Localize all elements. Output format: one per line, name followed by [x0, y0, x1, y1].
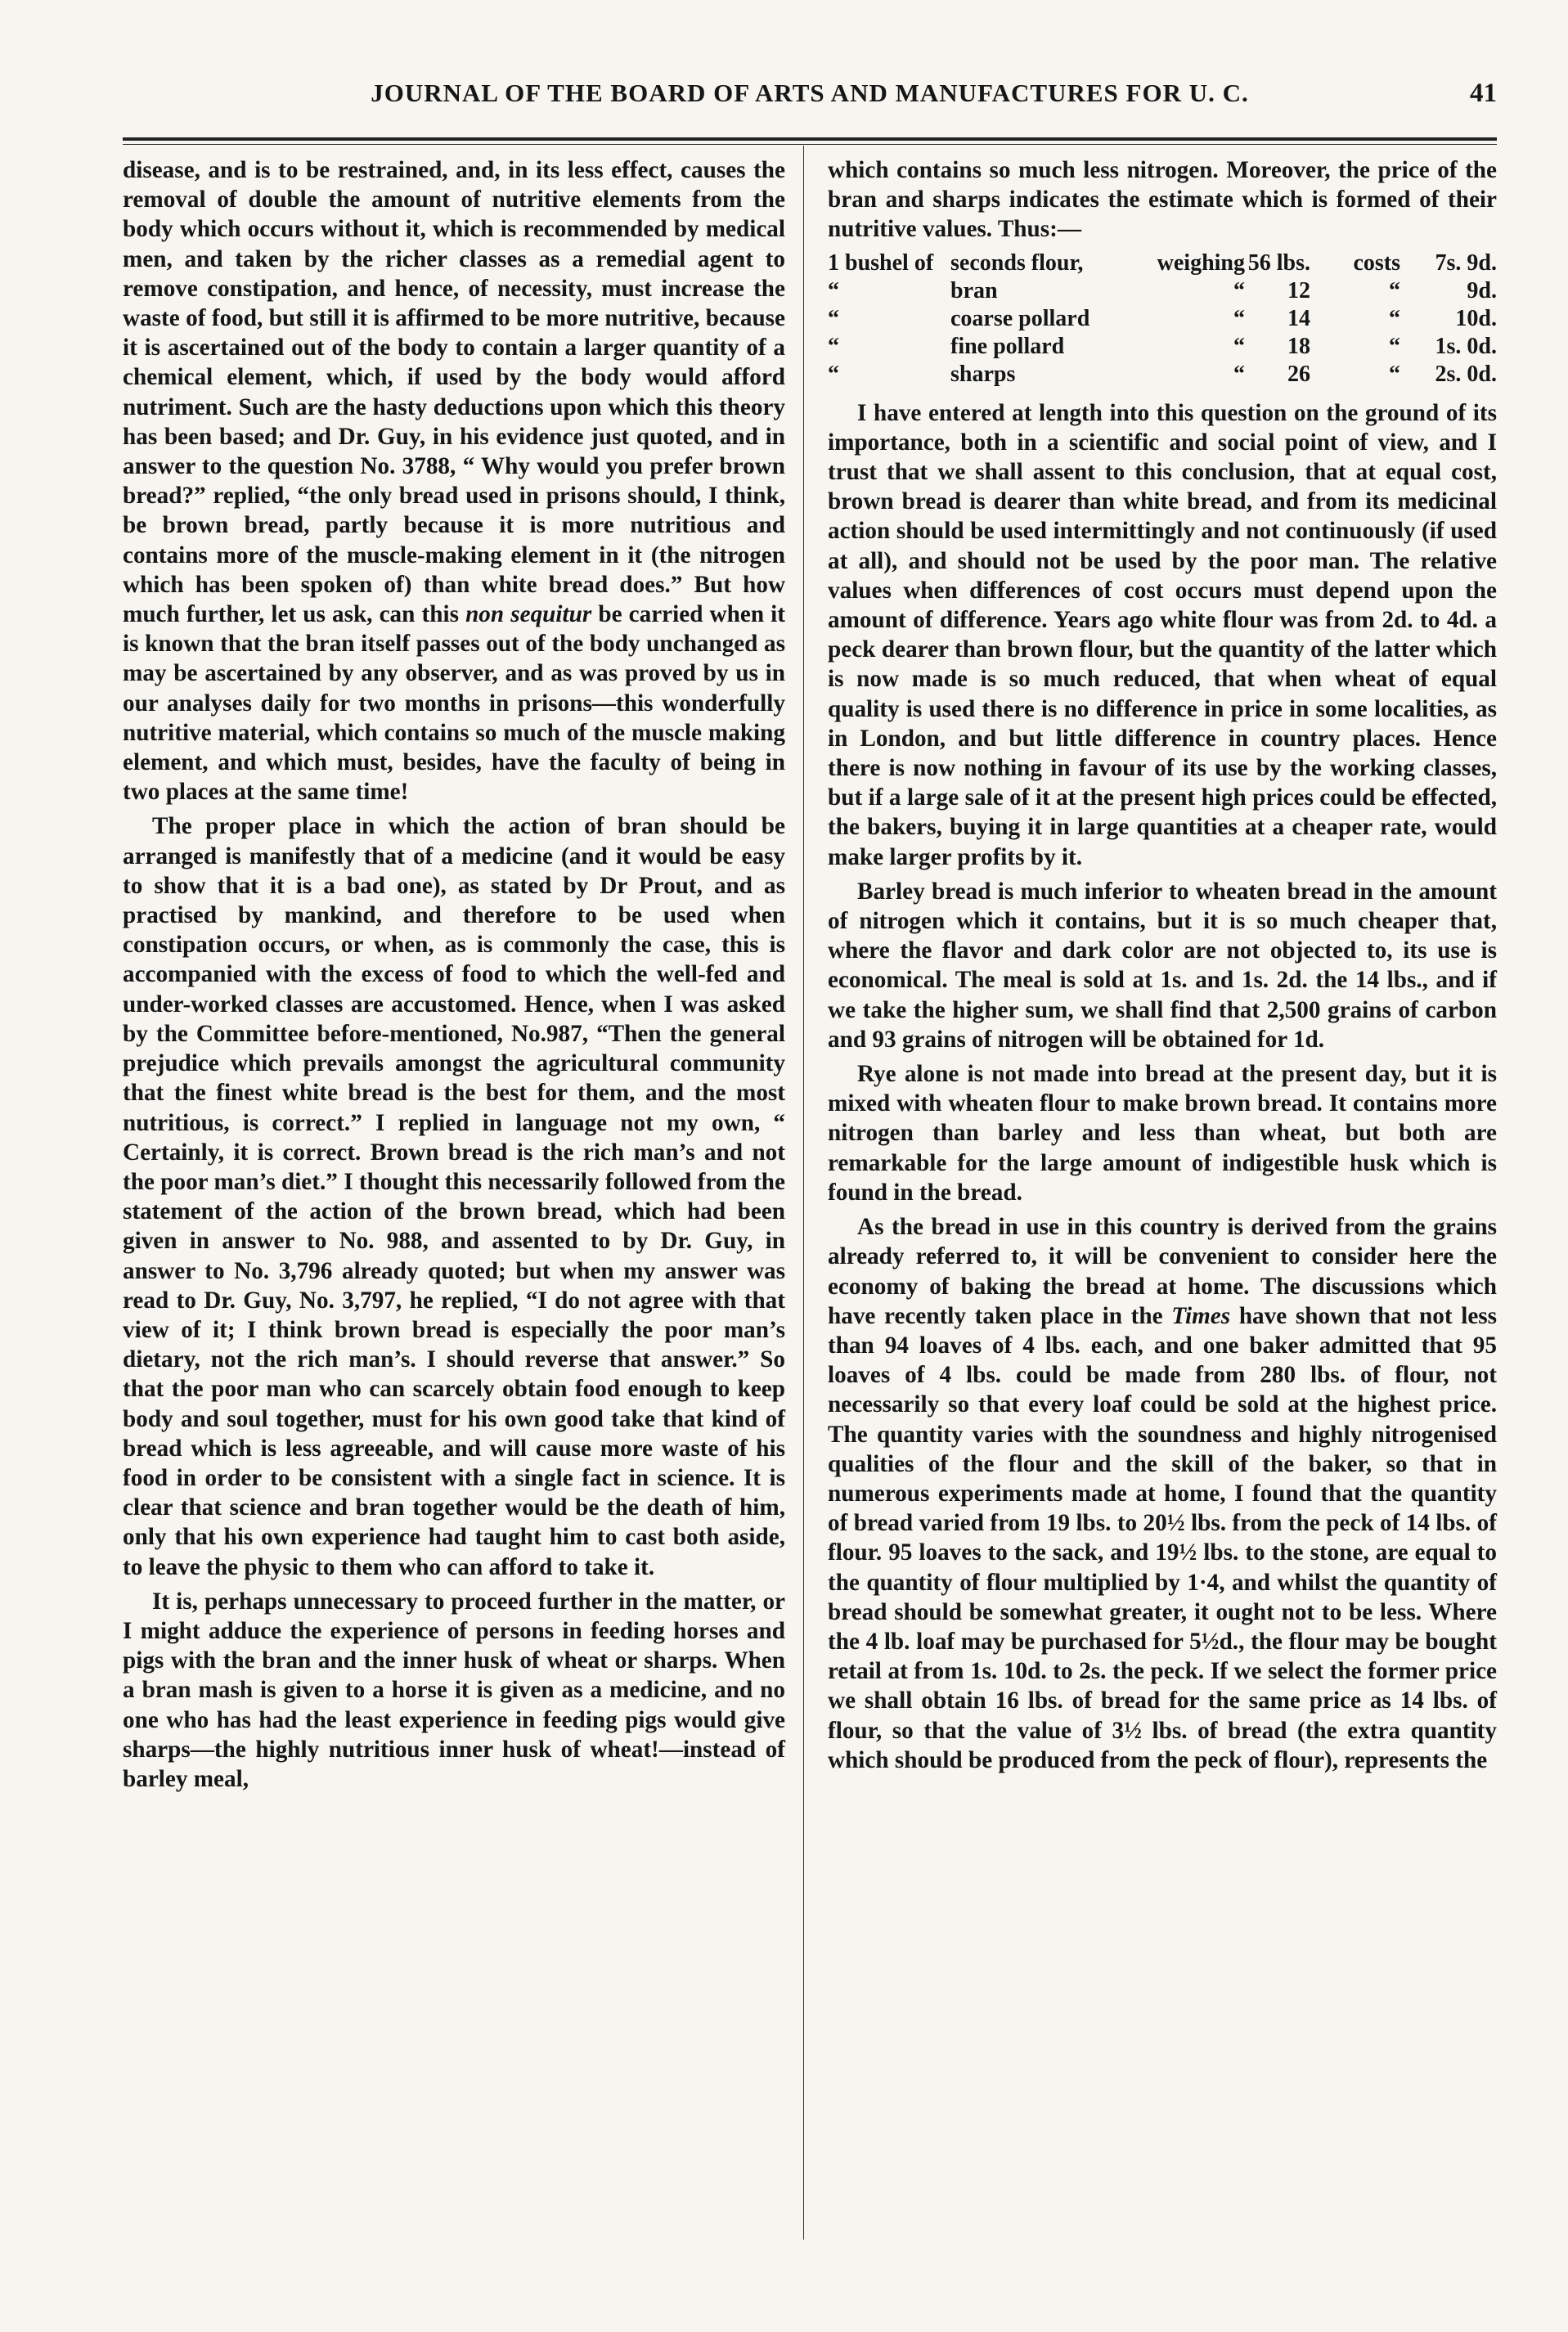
- price-cell-weighing: “: [1233, 361, 1245, 387]
- price-table: [828, 249, 1497, 389]
- price-cell-price: 10d.: [1455, 305, 1497, 331]
- paragraph: I have entered at length into this question on the ground of its importance, both in a scientific and social point of view, and I trust that we shall assent to this conclusion, that at equal cost, brown bread is dearer than white bread, and from its medicinal action should be used intermittingly and not continuously (if used at all), and should not be used by the poor man. The relative values when differences of cost occurs must depend upon the amount of difference. Years ago white flour was from 2d. to 4d. a peck dearer than brown flour, but the quantity of the latter which is now made is so much reduced, that when wheat of equal quality is used there is no difference in price in some localities, as in London, and but little difference in country places. Hence there is now nothing in favour of its use by the working classes, but if a large sale of it at the present high prices could be effected, the bakers, buying it in large quantities at a cheaper rate, would make larger profits by it.: [828, 399, 1497, 870]
- price-cell-price: 2s. 0d.: [1435, 361, 1497, 387]
- price-cell-lbs: 26: [1287, 361, 1310, 387]
- price-cell-costs: costs: [1353, 249, 1400, 276]
- paragraph: [828, 1212, 1497, 1775]
- price-cell-ditto: “: [828, 305, 839, 331]
- price-cell-price: 7s. 9d.: [1435, 249, 1497, 276]
- price-cell-costs: “: [1389, 277, 1400, 303]
- column-divider: [803, 146, 804, 2240]
- price-cell-costs: “: [1389, 333, 1400, 359]
- price-cell-lbs: 14: [1287, 305, 1310, 331]
- price-cell-weighing: “: [1233, 277, 1245, 303]
- price-cell-item: sharps: [950, 361, 1016, 387]
- paragraph: which contains so much less nitrogen. Moreover, the price of the bran and sharps indicates the estimate which is formed of their nutritive values. Thus:—: [828, 157, 1497, 243]
- text-run: have shown that not less than 94 loaves of 4 lbs. each, and one baker admitted that 95 loaves of 4 lbs. could be made from 280 lbs. of flour, not necessarily so that every loaf could be sold at the highest price. The quantity varies with the soundness and highly nitrogenised qualities of the flour and the skill of the baker, so that in numerous experiments made at home, I found that the quantity of bread varied from 19 lbs. to 20½ lbs. from the peck of 14 lbs. of flour. 95 loaves to the sack, and 19½ lbs. to the stone, are equal to the quantity of flour multiplied by 1·4, and whilst the quantity of bread should be somewhat greater, it ought not to be less. Where the 4 lb. loaf may be purchased for 5½d., the flour may be bought retail at from 1s. 10d. to 2s. the peck. If we select the former price we shall obtain 16 lbs. of bread for the same price as 14 lbs. of flour, so that the value of 3½ lbs. of bread (the extra quantity which should be produced from the peck of flour), represents the: [828, 1302, 1498, 1773]
- right-column: [828, 155, 1497, 1780]
- price-cell-item: fine pollard: [950, 333, 1065, 359]
- header-rule-thick: [123, 137, 1497, 141]
- price-cell-item: seconds flour,: [950, 249, 1084, 276]
- price-cell-price: 9d.: [1467, 277, 1497, 303]
- price-row: [828, 333, 1497, 361]
- price-row: [828, 249, 1497, 277]
- price-cell-item: bran: [950, 277, 998, 303]
- paragraph: The proper place in which the action of bran should be arranged is manifestly that of a medicine (and it would be easy to show that it is a bad one), as stated by Dr Prout, and as practised by mankind, and therefore to be used when constipation occurs, or when, as is commonly the case, this is accompanied with the excess of food to which the well-fed and under-worked classes are accustomed. Hence, when I was asked by the Committee before-mentioned, No.987, “Then the general prejudice which prevails amongst the agricultural community that the finest white bread is the best for them, and the most nutritious, is correct.” I replied in language not my own, “ Certainly, it is correct. Brown bread is the rich man’s and not the poor man’s diet.” I thought this necessarily followed from the statement of the action of the brown bread, which had been given in answer to No. 988, and assented to by Dr. Guy, in answer to No. 3,796 already quoted; but when my answer was read to Dr. Guy, No. 3,797, he replied, “I do not agree with that view of it; I think brown bread is especially the poor man’s dietary, not the rich man’s. I should reverse that answer.” So that the poor man who can scarcely obtain food enough to keep body and soul together, must for his own good take that kind of bread which is less agreeable, and will cause more waste of his food in order to be consistent with a single fact in science. It is clear that science and bran together would be the death of him, only that his own experience had taught him to cast both aside, to leave the physic to them who can afford to take it.: [123, 813, 785, 1580]
- price-cell-lbs: 56 lbs.: [1247, 249, 1310, 276]
- price-cell-ditto: “: [828, 333, 839, 359]
- price-cell-lbs: 12: [1287, 277, 1310, 303]
- price-cell-item: coarse pollard: [950, 305, 1090, 331]
- page-number: 41: [1470, 79, 1497, 108]
- page-header: [123, 79, 1497, 128]
- price-cell-weighing: “: [1233, 305, 1245, 331]
- price-cell-ditto: 1 bushel of: [828, 249, 934, 276]
- price-cell-weighing: weighing: [1157, 249, 1245, 276]
- price-cell-ditto: “: [828, 277, 839, 303]
- italic-phrase: Times: [1171, 1302, 1231, 1329]
- text-run: disease, and is to be restrained, and, in its less effect, causes the removal of double the amount of nutritive elements from the body which occurs without it, which is recommended by medical men, and taken by the richer classes as a remedial agent to remove constipation, and hence, of necessity, must increase the waste of food, but still it is affirmed to be more nutritive, because it is ascertained out of the body to contain a larger quantity of a chemical element, which, if used by the body would afford nutriment. Such are the hasty deductions upon which this theory has been based; and Dr. Guy, in his evidence just quoted, and in answer to the question No. 3788, “ Why would you prefer brown bread?” replied, “the only bread used in prisons should, I think, be brown bread, partly because it is more nutritious and contains more of the muscle-making element in it (the nitrogen which has been spoken of) than white bread does.” But how much further, let us ask, can this: [123, 157, 785, 628]
- paragraph: Rye alone is not made into bread at the present day, but it is mixed with wheaten flour to make brown bread. It contains more nitrogen than barley and less than wheat, but both are remarkable for the large amount of indigestible husk which is found in the bread.: [828, 1061, 1497, 1206]
- price-row: [828, 277, 1497, 305]
- running-head: JOURNAL OF THE BOARD OF ARTS AND MANUFACTURES FOR U. C.: [371, 79, 1249, 107]
- header-rule-thin: [123, 144, 1497, 145]
- price-cell-price: 1s. 0d.: [1435, 333, 1497, 359]
- price-cell-costs: “: [1389, 361, 1400, 387]
- paragraph: Barley bread is much inferior to wheaten bread in the amount of nitrogen which it contains, but it is so much cheaper that, where the flavor and dark color are not objected to, its use is economical. The meal is sold at 1s. and 1s. 2d. the 14 lbs., and if we take the higher sum, we shall find that 2,500 grains of carbon and 93 grains of nitrogen will be obtained for 1d.: [828, 878, 1497, 1053]
- price-cell-ditto: “: [828, 361, 839, 387]
- text-run: be carried when it is known that the bran itself passes out of the body unchanged as may be ascertained by any observer, and as was proved by us in our analyses daily for two months in prisons—this wonderfully nutritive material, which contains so much of the muscle making element, and which must, besides, have the faculty of being in two places at the same time!: [123, 601, 786, 806]
- price-cell-costs: “: [1389, 305, 1400, 331]
- left-column: [123, 155, 785, 1799]
- price-cell-lbs: 18: [1287, 333, 1310, 359]
- price-row: [828, 361, 1497, 389]
- paragraph: [123, 155, 785, 807]
- price-cell-weighing: “: [1233, 333, 1245, 359]
- price-row: [828, 305, 1497, 333]
- text-run: As the bread in use in this country is derived from the grains already referred to, it will be convenient to consider here the economy of baking the bread at home. The discussions which have recently taken place in the: [828, 1214, 1497, 1329]
- italic-phrase: non sequitur: [465, 601, 592, 628]
- paragraph: It is, perhaps unnecessary to proceed further in the matter, or I might adduce the experience of persons in feeding horses and pigs with the bran and the inner husk of wheat or sharps. When a bran mash is given to a horse it is given as a medicine, and no one who has had the least experience in feeding pigs would give sharps—the highly nutritious inner husk of wheat!—instead of barley meal,: [123, 1588, 785, 1792]
